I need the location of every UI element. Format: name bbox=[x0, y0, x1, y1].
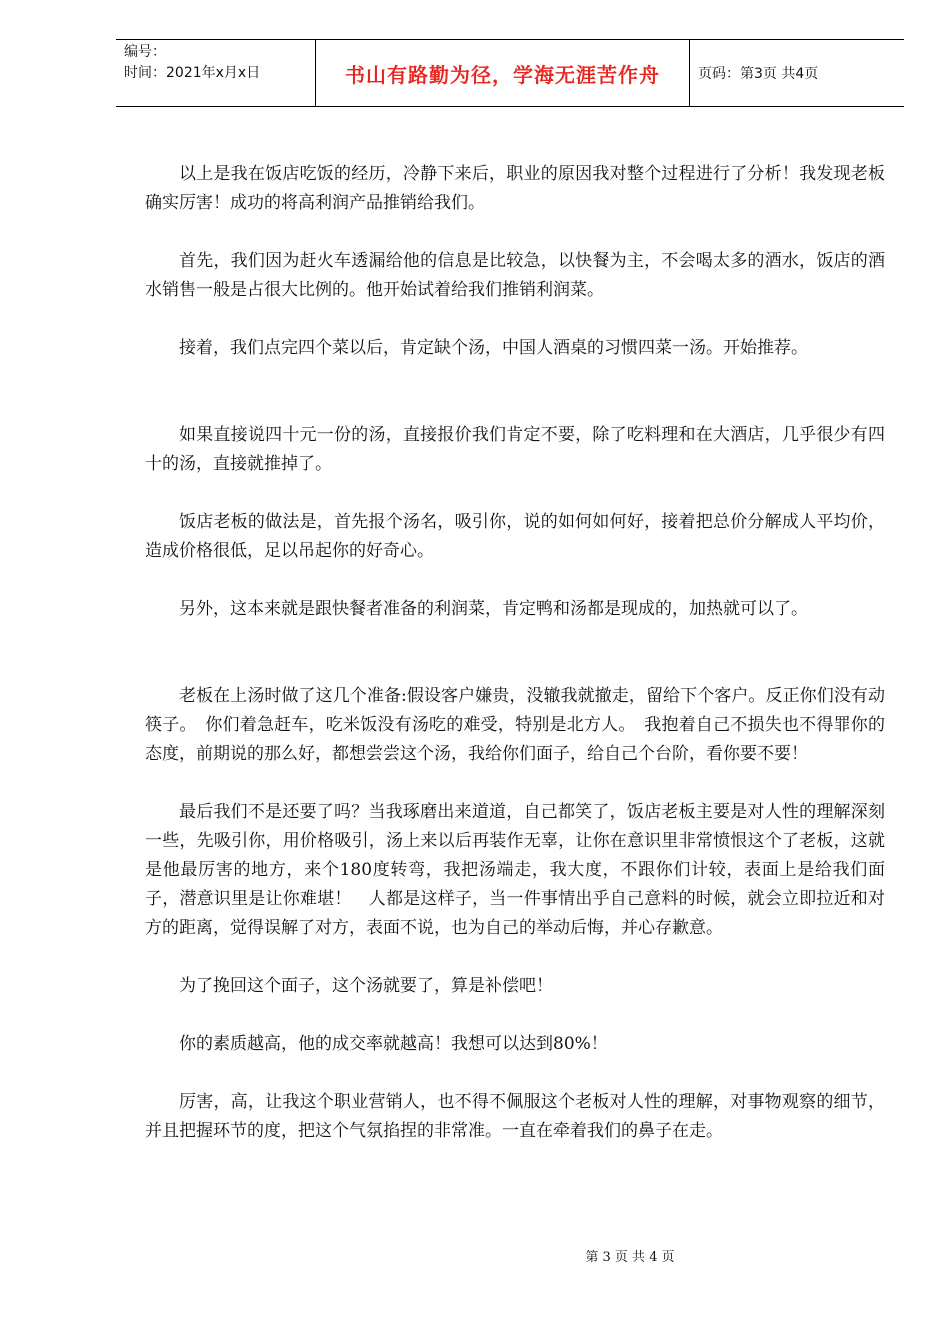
header-meta bbox=[116, 40, 316, 106]
header-page-info: 页码：第3页 共4页 bbox=[698, 66, 819, 82]
paragraph: 饭店老板的做法是，首先报个汤名，吸引你，说的如何如何好，接着把总价分解成人平均价，造成价格很低，足以吊起你的好奇心。 bbox=[145, 512, 885, 561]
page-footer: 第 3 页 共 4 页 bbox=[585, 1250, 675, 1265]
paragraph: 为了挽回这个面子，这个汤就要了，算是补偿吧！ bbox=[179, 976, 553, 996]
page-header bbox=[116, 39, 904, 107]
paragraph: 你的素质越高，他的成交率就越高！我想可以达到80%！ bbox=[179, 1034, 608, 1054]
paragraph: 首先，我们因为赶火车透漏给他的信息是比较急，以快餐为主，不会喝太多的酒水，饭店的酒水销售一般是占很大比例的。他开始试着给我们推销利润菜。 bbox=[145, 251, 885, 300]
paragraph: 老板在上汤时做了这几个准备:假设客户嫌贵，没辙我就撤走，留给下个客户。反正你们没有动筷子。 你们着急赶车，吃米饭没有汤吃的难受，特别是北方人。 我抱着自己不损失也不得罪你的态度，前期说的那么好，都想尝尝这个汤，我给你们面子，给自己个台阶，看你要不要！ bbox=[145, 686, 885, 764]
paragraph: 另外，这本来就是跟快餐者准备的利润菜，肯定鸭和汤都是现成的，加热就可以了。 bbox=[179, 599, 808, 619]
document-time: 时间：2021年x月x日 bbox=[124, 65, 261, 81]
document-number: 编号： bbox=[124, 44, 166, 60]
paragraph: 最后我们不是还要了吗？当我琢磨出来道道，自己都笑了，饭店老板主要是对人性的理解深刻一些，先吸引你，用价格吸引，汤上来以后再装作无辜，让你在意识里非常愤恨这个了老板，这就是他最厉害的地方，来个180度转弯，我把汤端走，我大度，不跟你们计较，表面上是给我们面子，潜意识里是让你难堪！ 人都是这样子，当一件事情出乎自己意料的时候，就会立即拉近和对方的距离，觉得误解了对方，表面不说，也为自己的举动后悔，并心存歉意。 bbox=[145, 802, 885, 938]
paragraph: 接着，我们点完四个菜以后，肯定缺个汤，中国人酒桌的习惯四菜一汤。开始推荐。 bbox=[179, 338, 808, 358]
document-body bbox=[145, 160, 885, 1146]
header-motto: 书山有路勤为径，学海无涯苦作舟 bbox=[316, 40, 690, 106]
paragraph: 如果直接说四十元一份的汤，直接报价我们肯定不要，除了吃料理和在大酒店，几乎很少有四十的汤，直接就推掉了。 bbox=[145, 425, 885, 474]
paragraph: 以上是我在饭店吃饭的经历，冷静下来后，职业的原因我对整个过程进行了分析！我发现老板确实厉害！成功的将高利润产品推销给我们。 bbox=[145, 164, 885, 213]
paragraph: 厉害，高，让我这个职业营销人，也不得不佩服这个老板对人性的理解，对事物观察的细节，并且把握环节的度，把这个气氛掐捏的非常准。一直在牵着我们的鼻子在走。 bbox=[145, 1092, 885, 1141]
